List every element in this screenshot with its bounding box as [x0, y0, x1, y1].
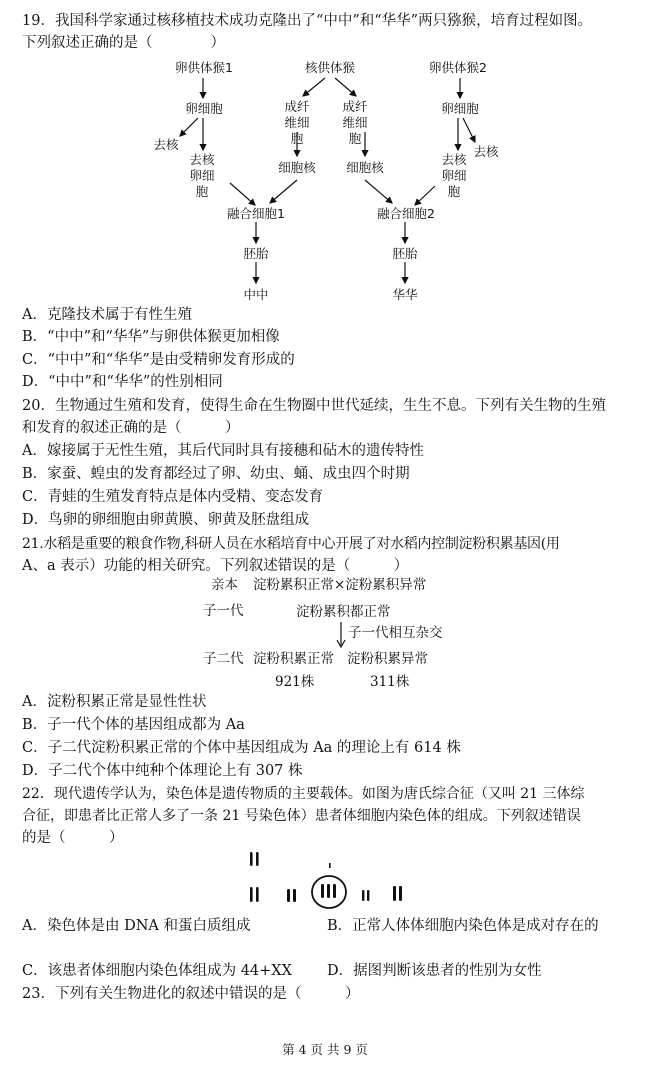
egg-donor-1-label: 卵供体猴1	[175, 60, 233, 75]
q22-stem-line2: 合征，即患者比正常人多了一条 21 号染色体）患者体细胞内染色体的组成。下列叙述错误	[22, 808, 581, 824]
f1-result: 淀粉累积都正常	[296, 604, 391, 620]
cell-nucleus-right-label: 细胞核	[346, 160, 384, 175]
embryo-right-label: 胚胎	[392, 246, 418, 261]
q21-stem-line1: 21.水稻是重要的粮食作物,科研人员在水稻培育中心开展了对水稻内控制淀粉积累基因(用	[22, 536, 560, 552]
self-cross-label: 子一代相互杂交	[348, 625, 443, 641]
zhongzhong-label: 中中	[243, 287, 269, 302]
q19-option-b: B．“中中”和“华华”与卵供体猴更加相像	[22, 329, 280, 345]
enucleate-left-label: 去核	[153, 137, 179, 152]
q20-option-c: C．青蛙的生殖发育特点是体内受精、变态发育	[22, 489, 324, 505]
q21-option-d: D．子二代个体中纯种个体理论上有 307 株	[22, 763, 303, 779]
q22-stem-line3: 的是（ ）	[22, 830, 124, 846]
q22-option-c: C．该患者体细胞内染色体组成为 44+XX	[22, 963, 292, 979]
chromosome-pair-2	[287, 889, 296, 902]
count-abnormal: 311株	[370, 674, 410, 690]
q19-option-a: A．克隆技术属于有性生殖	[22, 307, 192, 323]
f2-normal: 淀粉积累正常	[253, 651, 334, 667]
enucleated-egg-left-label: 去核卵细胞	[189, 152, 215, 199]
q19-stem-line1: 19．我国科学家通过核移植技术成功克隆出了“中中”和“华华”两只猕猴，培育过程如图。	[22, 13, 593, 29]
cell-nucleus-left-label: 细胞核	[278, 160, 316, 175]
q21-option-a: A．淀粉积累正常是显性性状	[22, 694, 207, 710]
q20-stem-line1: 20．生物通过生殖和发育，使得生命在生物圈中世代延续，生生不息。下列有关生物的生殖	[22, 398, 606, 414]
count-normal: 921株	[275, 674, 315, 690]
f2-label: 子二代	[203, 651, 244, 667]
q22-option-a: A．染色体是由 DNA 和蛋白质组成	[22, 918, 251, 934]
q19-option-c: C．“中中”和“华华”是由受精卵发育形成的	[22, 352, 295, 368]
huahua-label: 华华	[392, 287, 418, 302]
enucleate-right-label: 去核	[473, 144, 499, 159]
q21-option-b: B．子一代个体的基因组成都为 Aa	[22, 717, 245, 733]
fused-cell-1-label: 融合细胞1	[227, 206, 285, 221]
chromosome-pair-5	[393, 886, 402, 901]
q21-option-c: C．子二代淀粉积累正常的个体中基因组成为 Aa 的理论上有 614 株	[22, 740, 461, 756]
q19-stem-line2: 下列叙述正确的是（ ）	[22, 35, 225, 51]
egg-cell-left-label: 卵细胞	[185, 101, 223, 116]
q20-option-a: A．嫁接属于无性生殖，其后代同时具有接穗和砧木的遗传特性	[22, 443, 424, 459]
egg-cell-right-label: 卵细胞	[441, 101, 479, 116]
q22-option-b: B．正常人体体细胞内染色体是成对存在的	[327, 918, 599, 934]
parent-cross: 淀粉累积正常×淀粉累积异常	[253, 577, 427, 593]
q20-option-d: D．鸟卵的卵细胞由卵黄膜、卵黄及胚盘组成	[22, 512, 310, 528]
fused-cell-2-label: 融合细胞2	[377, 206, 435, 221]
enucleated-egg-right-label: 去核卵细胞	[441, 152, 467, 199]
q21-stem-line2: A、a 表示）功能的相关研究。下列叙述错误的是（ ）	[22, 558, 409, 574]
embryo-left-label: 胚胎	[243, 246, 269, 261]
q22-option-d: D．据图判断该患者的性别为女性	[327, 963, 542, 979]
page-footer: 第 4 页 共 9 页	[282, 1042, 368, 1057]
egg-donor-2-label: 卵供体猴2	[429, 60, 487, 75]
chromosome-pair-1	[250, 887, 259, 902]
chromosome-pair-4	[362, 890, 369, 901]
chromosome-pair-top	[250, 852, 259, 866]
chromosome-21-trisomy	[321, 884, 336, 898]
q23-stem-line1: 23．下列有关生物进化的叙述中错误的是（ ）	[22, 986, 360, 1002]
f1-label: 子一代	[203, 603, 244, 619]
parent-label: 亲本	[211, 577, 238, 593]
f2-abnormal: 淀粉积累异常	[347, 651, 428, 667]
fibroblast-right-label: 成纤维细胞	[342, 99, 368, 146]
q19-option-d: D．“中中”和“华华”的性别相同	[22, 374, 223, 390]
q22-stem-line1: 22．现代遗传学认为，染色体是遗传物质的主要载体。如图为唐氏综合征（又叫 21 三体综	[22, 786, 585, 802]
q20-option-b: B．家蚕、蝗虫的发育都经过了卵、幼虫、蛹、成虫四个时期	[22, 466, 410, 482]
fibroblast-left-label: 成纤维细胞	[284, 99, 310, 146]
nucleus-donor-label: 核供体猴	[304, 60, 355, 75]
q20-stem-line2: 和发育的叙述正确的是（ ）	[22, 420, 240, 436]
